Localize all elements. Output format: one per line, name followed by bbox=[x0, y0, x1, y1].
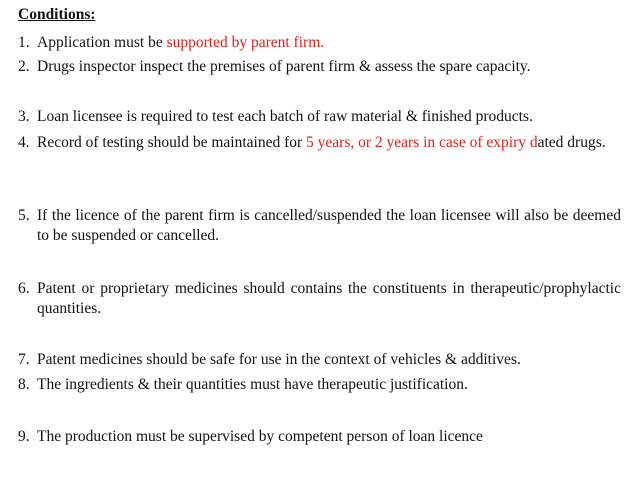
item-text-plain: Record of testing should be maintained for bbox=[37, 134, 307, 151]
item-number: 6. bbox=[18, 280, 30, 297]
item-number: 1. bbox=[18, 34, 30, 51]
item-number: 4. bbox=[18, 134, 30, 151]
item-number: 5. bbox=[18, 207, 30, 224]
condition-item-5 bbox=[18, 206, 621, 246]
item-text bbox=[37, 133, 621, 153]
item-text-highlight: supported by parent firm. bbox=[166, 34, 325, 51]
item-number: 3. bbox=[18, 108, 30, 125]
item-text: Loan licensee is required to test each batch of raw material & finished products. bbox=[37, 108, 533, 125]
item-text: Patent or proprietary medicines should contains the constituents in therapeutic/prophylactic quantities. bbox=[37, 280, 621, 317]
condition-item-6 bbox=[18, 279, 621, 319]
condition-item-2 bbox=[18, 57, 621, 77]
item-number: 2. bbox=[18, 58, 30, 75]
item-text-plain-tail: ated drugs. bbox=[537, 134, 606, 151]
conditions-heading: Conditions: bbox=[18, 6, 96, 23]
item-text-highlight: 5 years, or 2 years in case of expiry d bbox=[306, 134, 538, 151]
condition-item-7 bbox=[18, 350, 621, 370]
item-number: 8. bbox=[18, 376, 30, 393]
condition-item-8 bbox=[18, 375, 621, 395]
item-text: Drugs inspector inspect the premises of parent firm & assess the spare capacity. bbox=[37, 58, 531, 75]
condition-item-1 bbox=[18, 33, 621, 53]
condition-item-9 bbox=[18, 427, 621, 447]
item-text-plain: Application must be bbox=[37, 34, 167, 51]
item-text bbox=[37, 33, 621, 53]
condition-item-4 bbox=[18, 133, 621, 153]
condition-item-3 bbox=[18, 107, 621, 127]
item-text: The ingredients & their quantities must have therapeutic justification. bbox=[37, 376, 468, 393]
item-text: Patent medicines should be safe for use in the context of vehicles & additives. bbox=[37, 351, 521, 368]
item-number: 9. bbox=[18, 428, 30, 445]
item-text: If the licence of the parent firm is cancelled/suspended the loan licensee will also be deemed to be suspended or cancelled. bbox=[37, 207, 621, 244]
item-text: The production must be supervised by competent person of loan licence bbox=[37, 428, 483, 445]
item-number: 7. bbox=[18, 351, 30, 368]
